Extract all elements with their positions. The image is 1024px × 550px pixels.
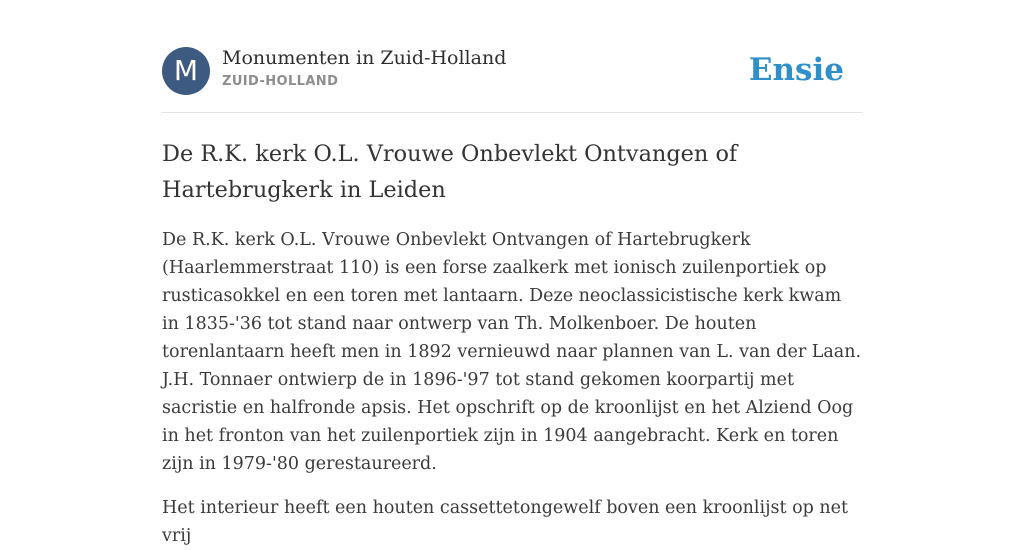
article-paragraph: De R.K. kerk O.L. Vrouwe Onbevlekt Ontvangen of Hartebrugkerk (Haarlemmerstraat 110) is een forse zaalkerk met ionisch zuilenportiek op rusticasokkel en een toren met lantaarn. Deze neoclassicistische kerk kwam in 1835-'36 tot stand naar ontwerp van Th. Molkenboer. De houten torenlantaarn heeft men in 1892 vernieuwd naar plannen van L. van der Laan. J.H. Tonnaer ontwierp de in 1896-'97 tot stand gekomen koorpartij met sacristie en halfronde apsis. Het opschrift op de kroonlijst en het Alziend Oog in het fronton van het zuilenportiek zijn in 1904 aangebracht. Kerk en toren zijn in 1979-'80 gerestaureerd.: [162, 230, 862, 474]
article-title: De R.K. kerk O.L. Vrouwe Onbevlekt Ontvangen of Hartebrugkerk in Leiden: [162, 141, 738, 203]
article-paragraph: Het interieur heeft een houten cassettetongewelf boven een kroonlijst op net vrij: [162, 498, 849, 546]
brand-logo[interactable]: Ensie: [748, 52, 844, 88]
header: [162, 46, 862, 96]
header-divider: [162, 112, 862, 113]
source-subtitle[interactable]: ZUID-HOLLAND: [222, 74, 339, 89]
source-avatar[interactable]: M: [162, 47, 210, 95]
source-title[interactable]: Monumenten in Zuid-Holland: [222, 47, 507, 69]
page: [162, 0, 862, 546]
